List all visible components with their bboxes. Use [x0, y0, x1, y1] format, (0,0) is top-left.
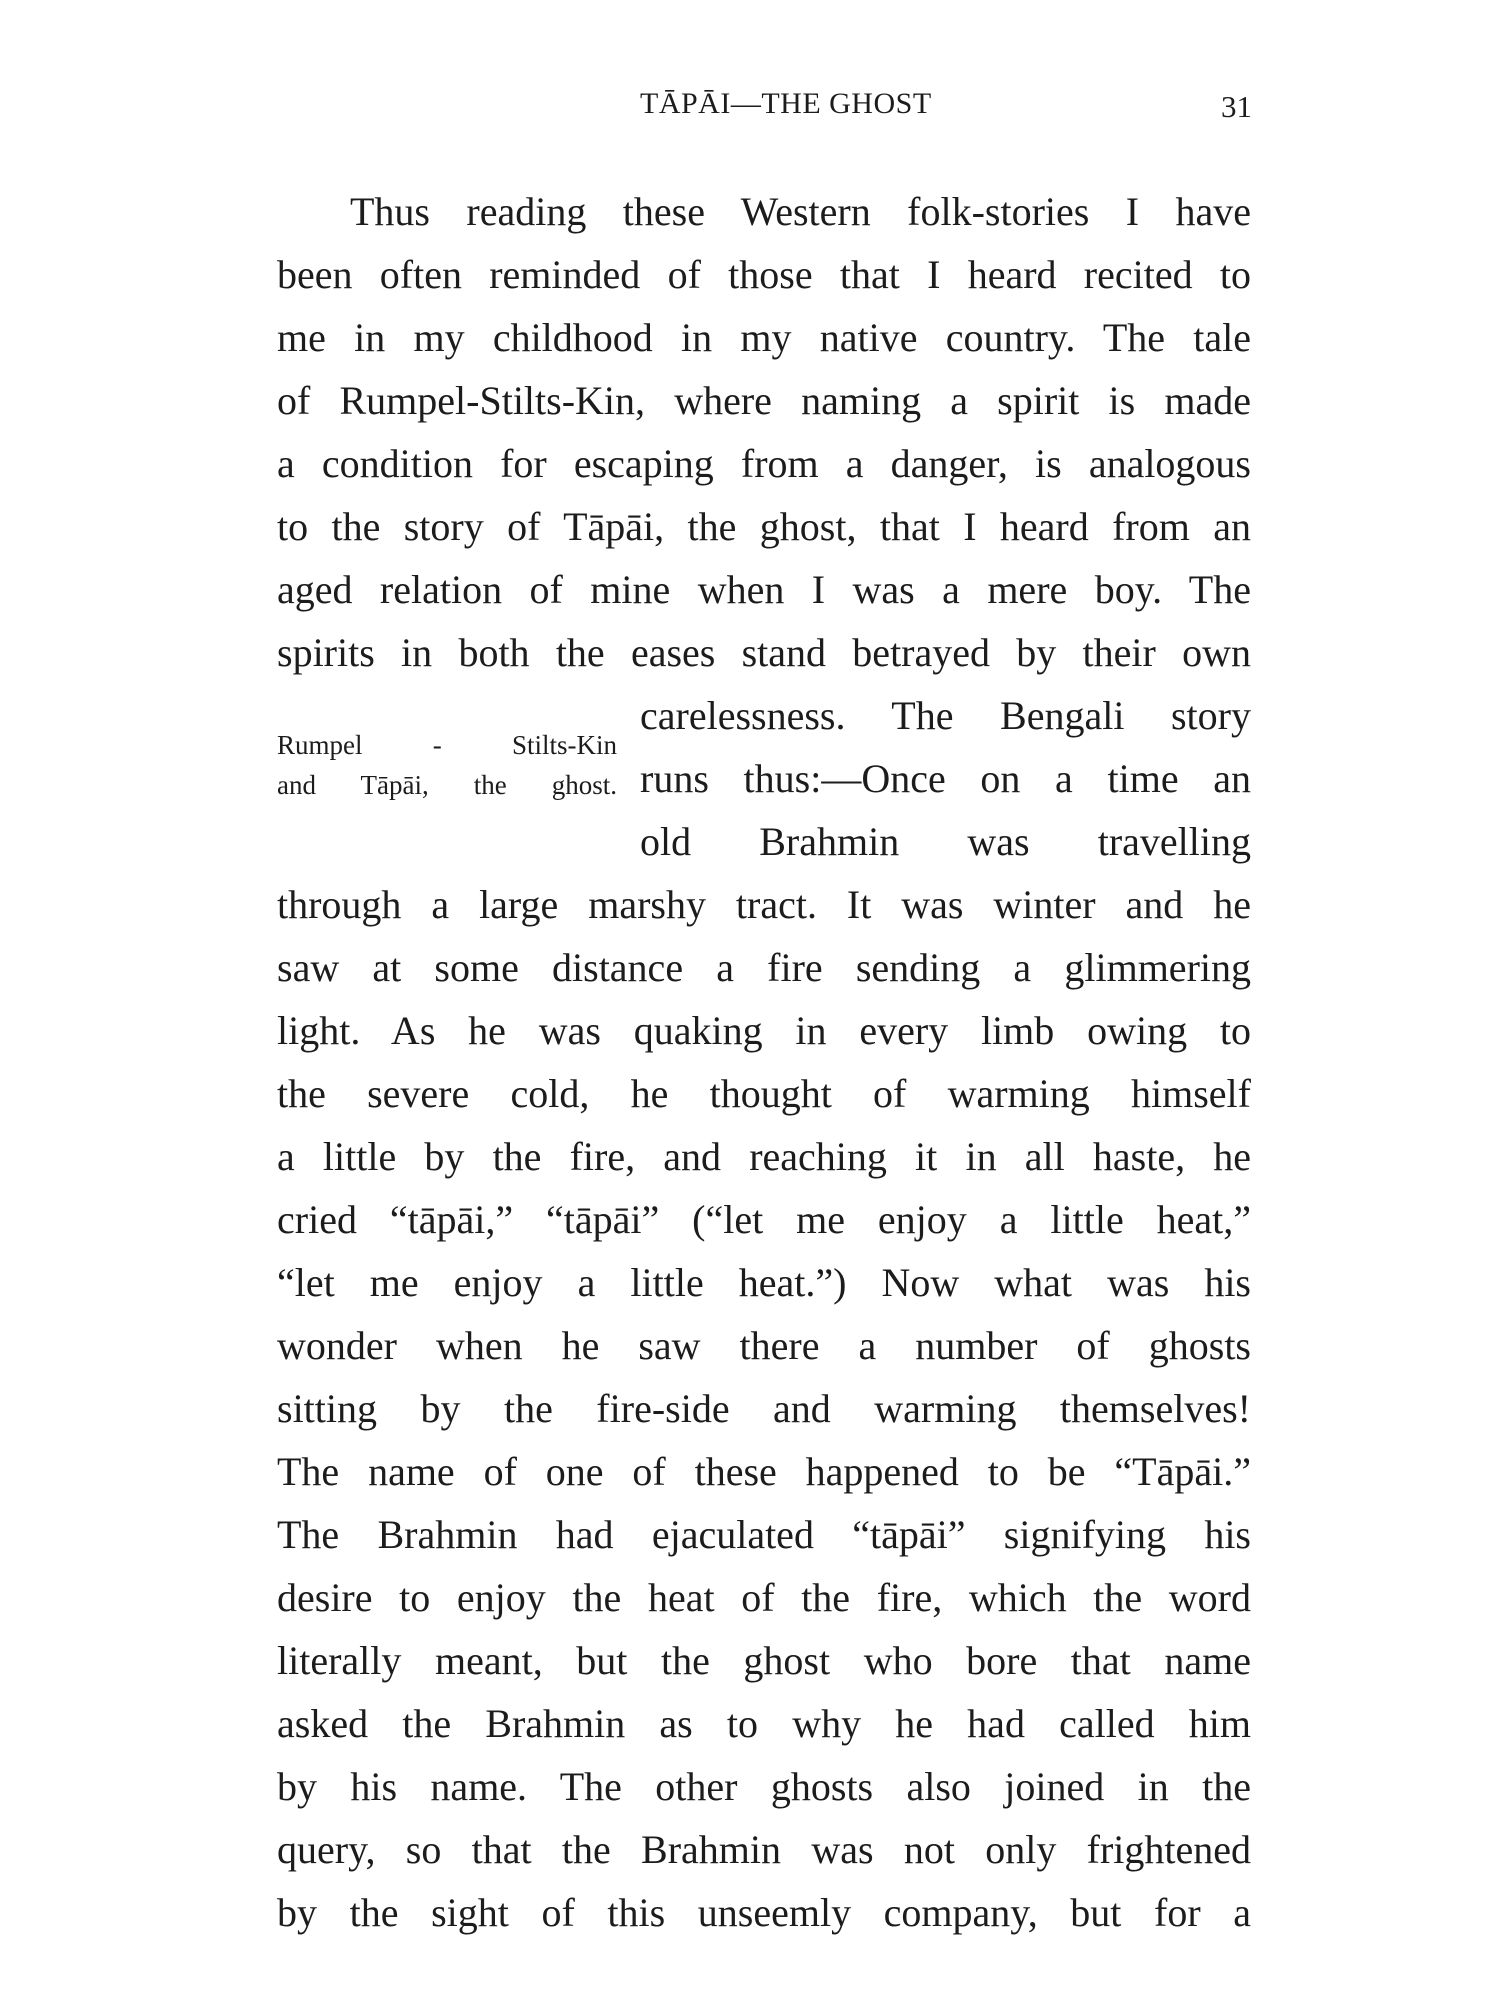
text-line: wonder when he saw there a number of ghosts [277, 1323, 1251, 1368]
text-line: saw at some distance a fire sending a glimmering [277, 945, 1251, 990]
running-head [0, 84, 1500, 124]
text-line: to the story of Tāpāi, the ghost, that I heard from an [277, 504, 1251, 549]
text-line: “let me enjoy a little heat.”) Now what was his [277, 1260, 1251, 1305]
text-line: The Brahmin had ejaculated “tāpāi” signifying his [277, 1512, 1251, 1557]
text-line: of Rumpel-Stilts-Kin, where naming a spirit is made [277, 378, 1251, 423]
text-line: The name of one of these happened to be “Tāpāi.” [277, 1449, 1251, 1494]
running-title: TĀPĀI—THE GHOST [640, 87, 932, 120]
text-line: by the sight of this unseemly company, but for a [277, 1890, 1251, 1935]
text-line: spirits in both the eases stand betrayed by their own [277, 630, 1251, 675]
text-line: by his name. The other ghosts also joined in the [277, 1764, 1251, 1809]
text-line: me in my childhood in my native country. The tale [277, 315, 1251, 360]
text-line: a condition for escaping from a danger, is analogous [277, 441, 1251, 486]
text-line: asked the Brahmin as to why he had called him [277, 1701, 1251, 1746]
text-line: runs thus:—Once on a time an [640, 756, 1251, 801]
text-line: light. As he was quaking in every limb owing to [277, 1008, 1251, 1053]
text-line: carelessness. The Bengali story [640, 693, 1251, 738]
text-line: the severe cold, he thought of warming himself [277, 1071, 1251, 1116]
text-line: cried “tāpāi,” “tāpāi” (“let me enjoy a little heat,” [277, 1197, 1251, 1242]
text-line: sitting by the fire-side and warming themselves! [277, 1386, 1251, 1431]
page-number: 31 [1221, 89, 1252, 124]
margin-note-line: and Tāpāi, the ghost. [277, 770, 617, 800]
text-line: literally meant, but the ghost who bore that name [277, 1638, 1251, 1683]
text-line: been often reminded of those that I heard recited to [277, 252, 1251, 297]
text-line: a little by the fire, and reaching it in all haste, he [277, 1134, 1251, 1179]
text-line: desire to enjoy the heat of the fire, which the word [277, 1575, 1251, 1620]
text-line: query, so that the Brahmin was not only frightened [277, 1827, 1251, 1872]
text-line: through a large marshy tract. It was winter and he [277, 882, 1251, 927]
text-line: aged relation of mine when I was a mere boy. The [277, 567, 1251, 612]
text-line: old Brahmin was travelling [640, 819, 1251, 864]
text-line: Thus reading these Western folk-stories I have [350, 189, 1251, 234]
margin-note-line: Rumpel - Stilts-Kin [277, 730, 617, 760]
